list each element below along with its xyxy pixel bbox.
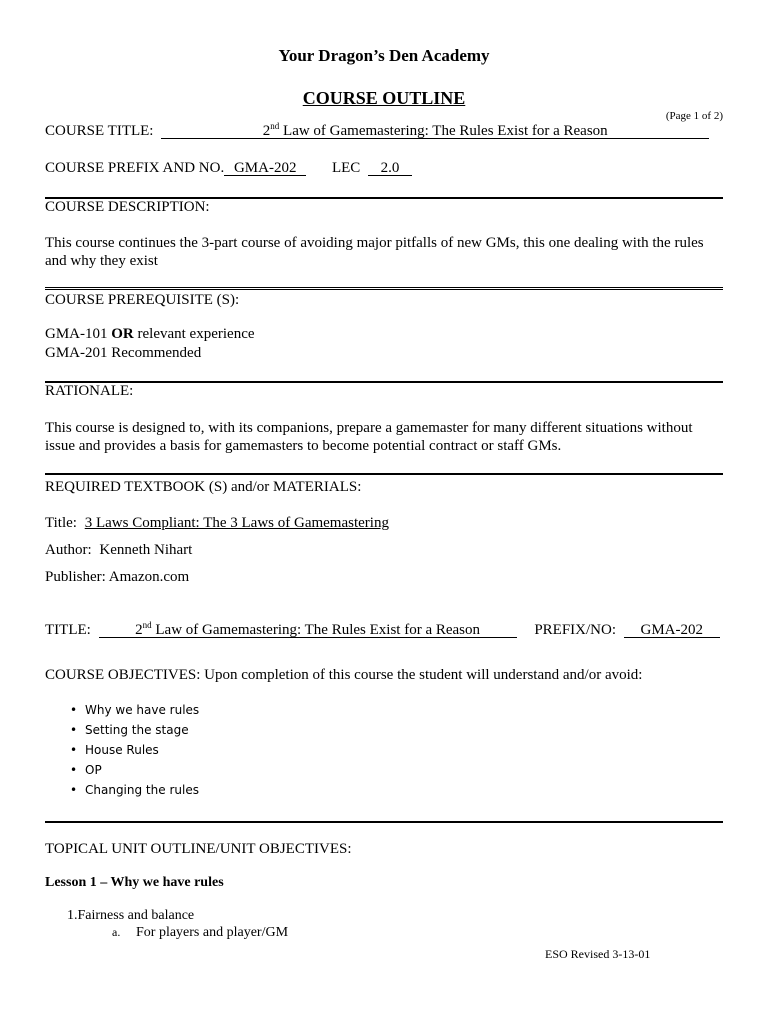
description-text: This course continues the 3-part course of avoiding major pitfalls of new GMs, this one dealing with the rules and why they exist (45, 235, 704, 269)
page-indicator: (Page 1 of 2) (665, 110, 723, 122)
textbook-title: 3 Laws Compliant: The 3 Laws of Gamemastering (84, 515, 389, 531)
list-item: • OP (70, 760, 199, 780)
course-prefix-row (45, 160, 412, 177)
page2-prefix-value: GMA-202 (624, 623, 720, 638)
outline-item: 1.Fairness and balance (67, 908, 195, 923)
school-name: Your Dragon’s Den Academy (278, 46, 490, 65)
course-title-value: 2nd Law of Gamemastering: The Rules Exist for a Reason (161, 124, 709, 139)
course-title-label: COURSE TITLE: (45, 123, 154, 139)
textbook-publisher: Amazon.com (108, 569, 190, 585)
page2-title-label: TITLE: (45, 622, 91, 638)
section-divider (45, 381, 723, 383)
course-prefix-label: COURSE PREFIX AND NO. (45, 160, 225, 176)
prerequisite-line-2: GMA-201 Recommended (45, 345, 202, 361)
lesson-title: Lesson 1 – Why we have rules (45, 875, 224, 890)
prerequisite-heading: COURSE PREREQUISITE (S): (45, 292, 240, 308)
list-item: • Setting the stage (70, 720, 199, 740)
rationale-heading: RATIONALE: (45, 383, 134, 399)
list-item: • Changing the rules (70, 780, 199, 800)
objectives-list (70, 700, 199, 800)
list-item: • House Rules (70, 740, 199, 760)
revision-note: ESO Revised 3-13-01 (545, 947, 651, 961)
page2-header-row (45, 622, 720, 639)
section-divider (45, 287, 723, 290)
textbook-heading: REQUIRED TEXTBOOK (S) and/or MATERIALS: (45, 479, 362, 495)
textbook-author-row: Author: Kenneth Nihart (45, 542, 193, 558)
course-prefix-value: GMA-202 (224, 161, 306, 176)
description-heading: COURSE DESCRIPTION: (45, 199, 210, 215)
bullet-icon: • (70, 783, 78, 797)
list-item: • Why we have rules (70, 700, 199, 720)
objectives-heading: COURSE OBJECTIVES: Upon completion of this course the student will understand and/or avoid: (45, 667, 643, 683)
textbook-title-row: Title: 3 Laws Compliant: The 3 Laws of Gamemastering (45, 515, 389, 531)
prerequisite-line-1: GMA-101 OR relevant experience (45, 326, 255, 342)
lec-value: 2.0 (368, 161, 412, 176)
lec-label: LEC (331, 160, 361, 176)
page2-prefix-label: PREFIX/NO: (534, 622, 617, 638)
bullet-icon: • (70, 743, 78, 757)
course-title-row (45, 123, 709, 140)
textbook-author: Kenneth Nihart (99, 542, 193, 558)
section-divider (45, 473, 723, 475)
textbook-publisher-row: Publisher: Amazon.com (45, 569, 190, 585)
rationale-text: This course is designed to, with its companions, prepare a gamemaster for many different situations without issue and provides a basis for gamemasters to become potential contract or staff GMs. (45, 420, 693, 454)
bullet-icon: • (70, 703, 78, 717)
outline-subitem: a. For players and player/GM (112, 925, 289, 940)
document-title: COURSE OUTLINE (302, 88, 466, 108)
topical-heading: TOPICAL UNIT OUTLINE/UNIT OBJECTIVES: (45, 841, 352, 857)
bullet-icon: • (70, 723, 78, 737)
page2-title-value: 2nd Law of Gamemastering: The Rules Exist for a Reason (99, 623, 517, 638)
bullet-icon: • (70, 763, 78, 777)
section-divider (45, 821, 723, 823)
